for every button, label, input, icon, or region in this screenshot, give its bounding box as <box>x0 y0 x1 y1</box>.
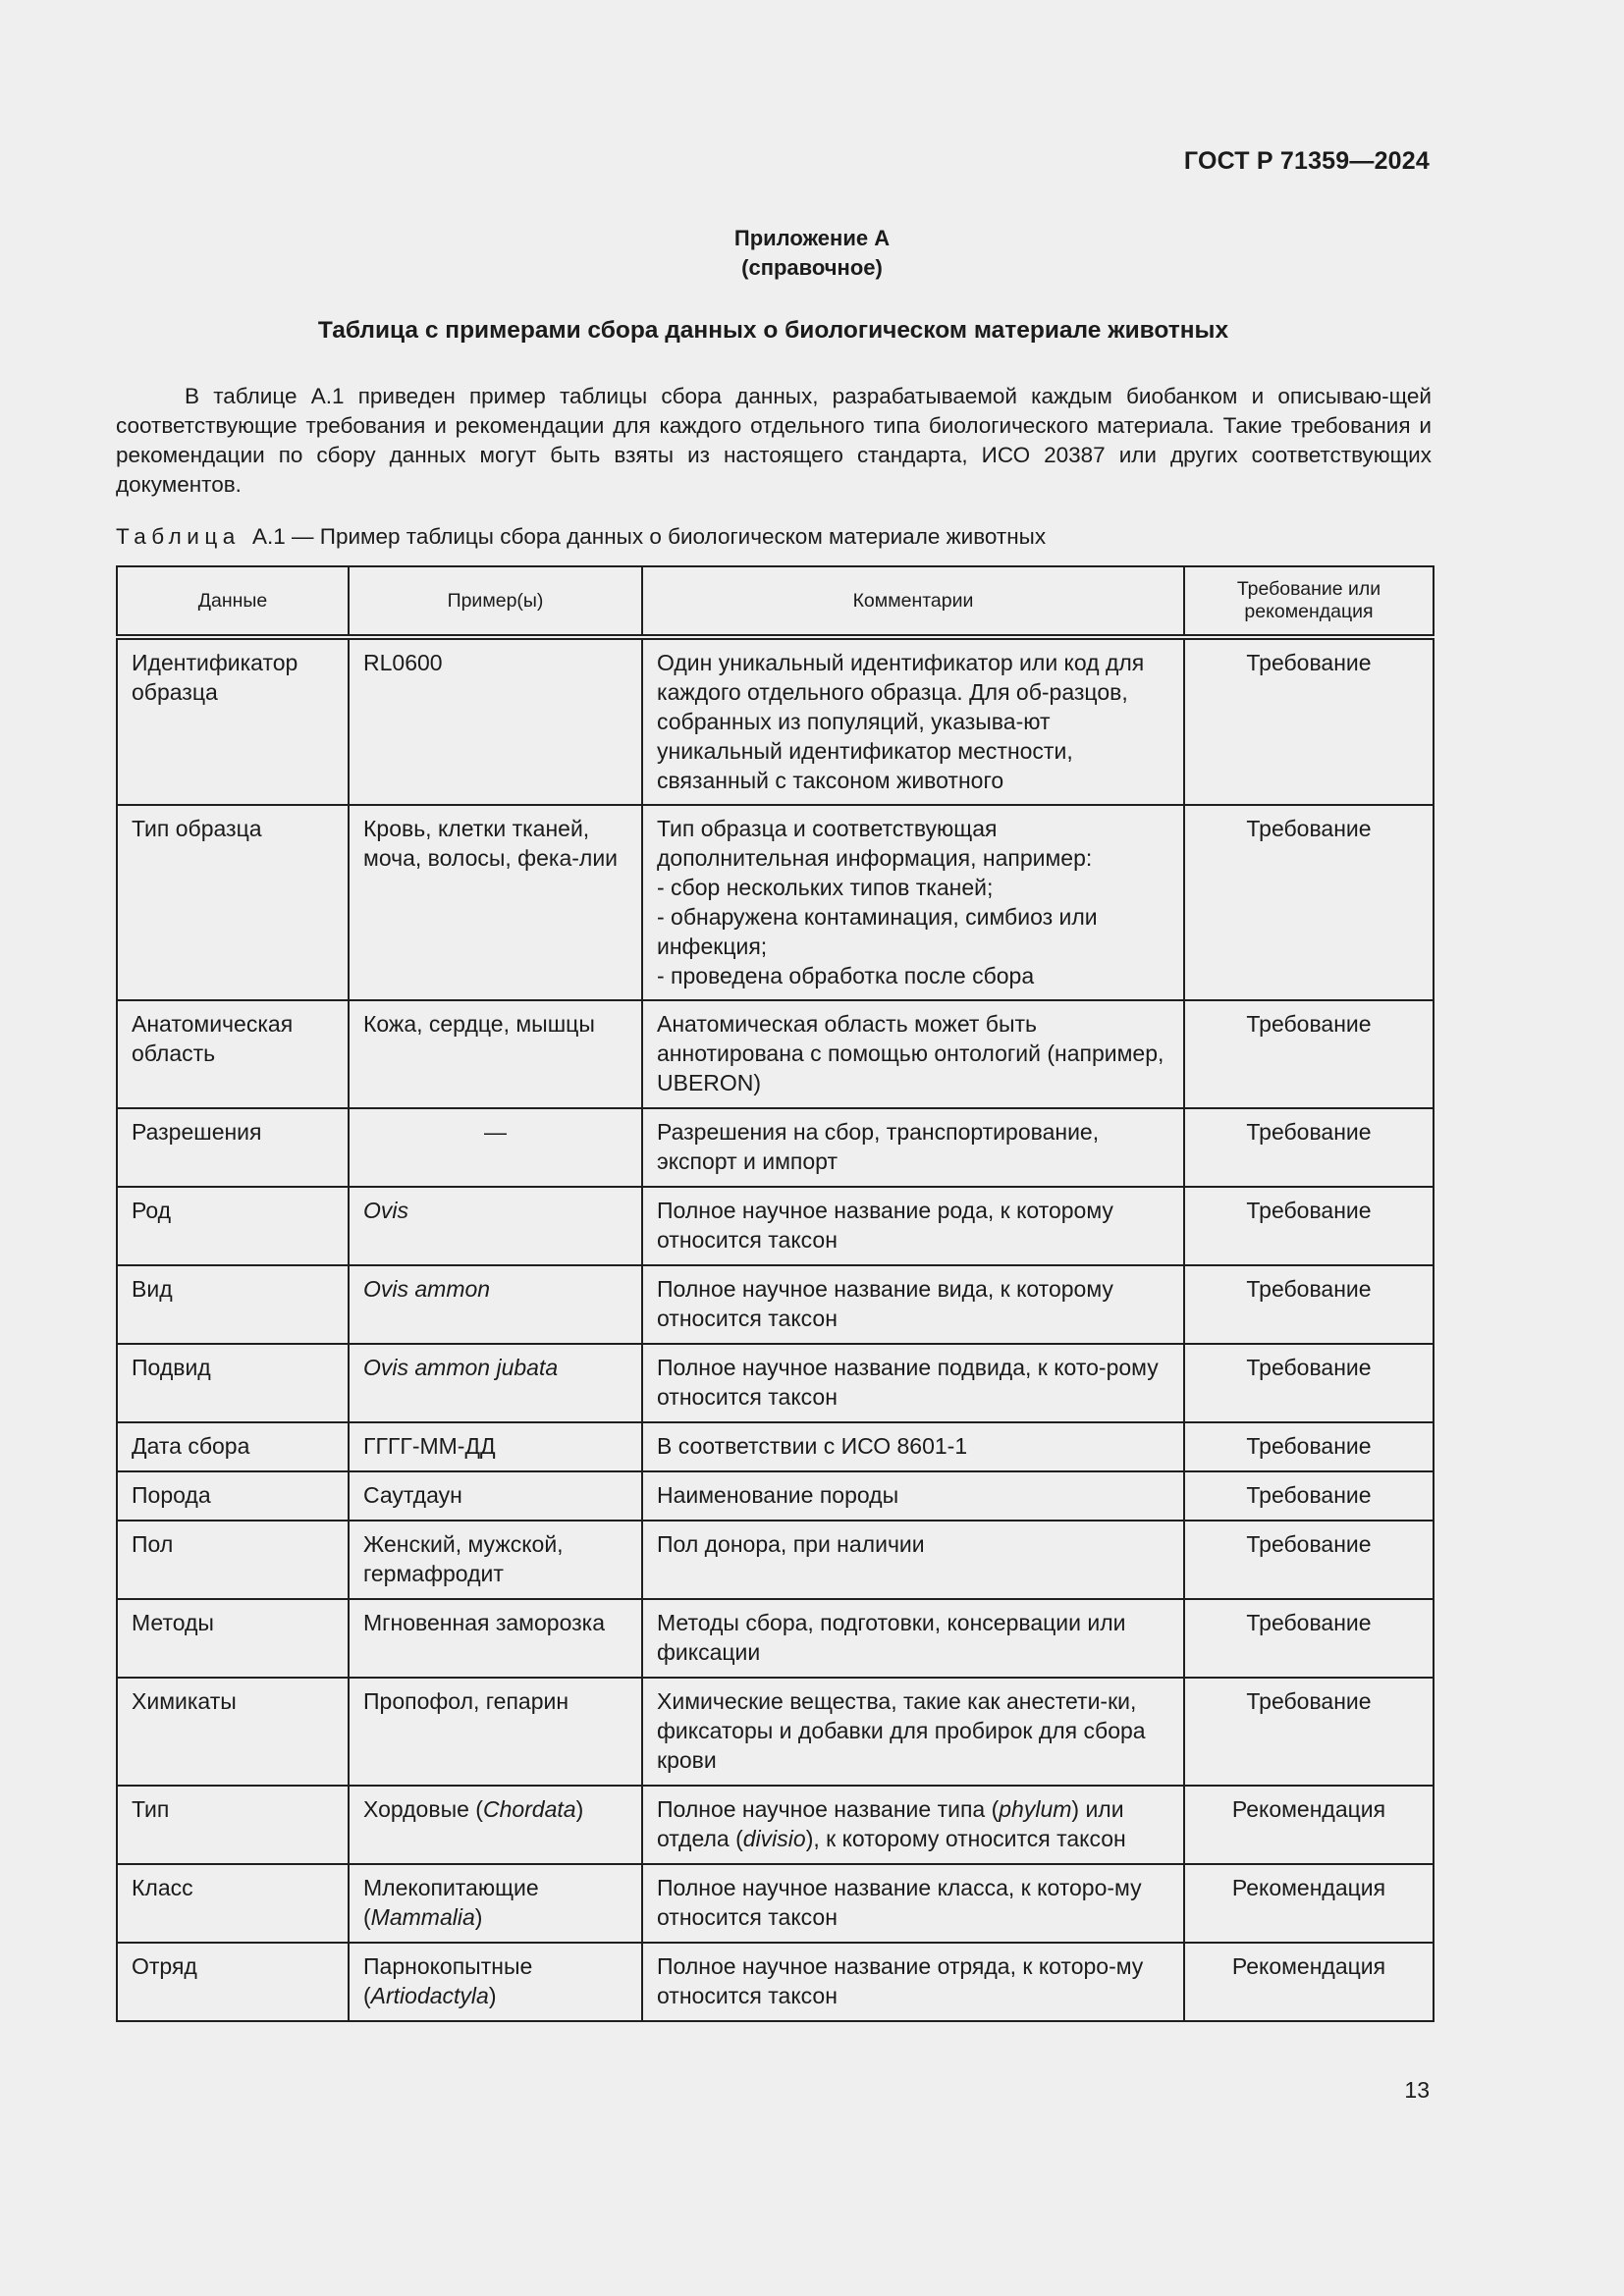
cell-data: Класс <box>117 1864 349 1943</box>
cell-example <box>349 805 642 1000</box>
intro-paragraph: В таблице А.1 приведен пример таблицы сбора данных, разрабатываемой каждым биобанком и описываю-щей соответствующие требования и рекомендации для каждого отдельного типа биологического материала. Такие требования и рекомендации по сбору данных могут быть взяты из настоящего стандарта, ИСО 20387 или других соответствующих документов. <box>116 384 1432 497</box>
page-number: 13 <box>1404 2077 1430 2103</box>
standard-number: ГОСТ Р 71359—2024 <box>1183 147 1430 175</box>
cell-data: Пол <box>117 1521 349 1599</box>
example-text: Кровь, клетки тканей, моча, волосы, фека-лии <box>363 816 619 871</box>
cell-example <box>349 1599 642 1678</box>
table-row <box>117 1108 1434 1187</box>
example-suffix: ) <box>488 1983 497 2008</box>
cell-comment <box>642 1786 1184 1864</box>
example-latin-name: Artiodactyla <box>370 1983 489 2008</box>
cell-requirement: Требование <box>1184 1521 1434 1599</box>
cell-requirement: Требование <box>1184 1422 1434 1471</box>
comment-latin-term: divisio <box>742 1826 806 1851</box>
cell-data: Тип <box>117 1786 349 1864</box>
cell-data: Род <box>117 1187 349 1265</box>
cell-example <box>349 637 642 805</box>
example-text: Саутдаун <box>363 1482 462 1508</box>
example-prefix: Парнокопытные ( <box>363 1953 533 2008</box>
comment-suffix: ), к которому относится таксон <box>805 1826 1126 1851</box>
table-row <box>117 1000 1434 1108</box>
example-text: Ovis ammon <box>363 1276 491 1302</box>
cell-example <box>349 1265 642 1344</box>
table-row <box>117 637 1434 805</box>
cell-comment: Наименование породы <box>642 1471 1184 1521</box>
header-data: Данные <box>117 566 349 637</box>
cell-example <box>349 1422 642 1471</box>
cell-data: Тип образца <box>117 805 349 1000</box>
table-row <box>117 1265 1434 1344</box>
appendix-heading <box>0 224 1624 283</box>
cell-requirement: Требование <box>1184 1471 1434 1521</box>
cell-comment: Тип образца и соответствующая дополнительная информация, например: - сбор нескольких типов тканей; - обнаружена контаминация, симбиоз или инфекция; - проведена обработка после сбора <box>642 805 1184 1000</box>
cell-requirement: Требование <box>1184 805 1434 1000</box>
example-text: — <box>484 1119 507 1145</box>
table-body <box>117 637 1434 2021</box>
table-row <box>117 1599 1434 1678</box>
cell-example <box>349 1187 642 1265</box>
cell-comment: Полное научное название подвида, к кото-рому относится таксон <box>642 1344 1184 1422</box>
example-prefix: Хордовые ( <box>363 1796 483 1822</box>
cell-comment: Полное научное название рода, к которому относится таксон <box>642 1187 1184 1265</box>
example-text: Кожа, сердце, мышцы <box>363 1011 595 1037</box>
example-text: RL0600 <box>363 650 443 675</box>
cell-requirement: Требование <box>1184 637 1434 805</box>
cell-example <box>349 1108 642 1187</box>
table-row <box>117 1786 1434 1864</box>
cell-data: Вид <box>117 1265 349 1344</box>
table-row <box>117 1943 1434 2021</box>
cell-comment: В соответствии с ИСО 8601-1 <box>642 1422 1184 1471</box>
example-text: Ovis <box>363 1198 408 1223</box>
cell-example <box>349 1521 642 1599</box>
table-row <box>117 1187 1434 1265</box>
cell-requirement: Требование <box>1184 1108 1434 1187</box>
table-row <box>117 1344 1434 1422</box>
example-text: Женский, мужской, гермафродит <box>363 1531 564 1586</box>
cell-example <box>349 1000 642 1108</box>
example-text: Мгновенная заморозка <box>363 1610 606 1635</box>
data-collection-table <box>116 565 1435 2022</box>
cell-comment: Полное научное название отряда, к которо-му относится таксон <box>642 1943 1184 2021</box>
document-title: Таблица с примерами сбора данных о биологическом материале животных <box>317 317 1229 344</box>
cell-example <box>349 1943 642 2021</box>
cell-data: Порода <box>117 1471 349 1521</box>
example-text: Пропофол, гепарин <box>363 1688 569 1714</box>
cell-requirement: Требование <box>1184 1265 1434 1344</box>
cell-data: Методы <box>117 1599 349 1678</box>
cell-comment: Химические вещества, такие как анестети-ки, фиксаторы и добавки для пробирок для сбора крови <box>642 1678 1184 1786</box>
example-suffix: ) <box>474 1904 483 1930</box>
cell-example <box>349 1471 642 1521</box>
table-caption-text: А.1 — Пример таблицы сбора данных о биологическом материале животных <box>252 524 1047 549</box>
cell-requirement: Рекомендация <box>1184 1786 1434 1864</box>
cell-comment: Пол донора, при наличии <box>642 1521 1184 1599</box>
header-requirement: Требование или рекомендация <box>1184 566 1434 637</box>
cell-requirement: Требование <box>1184 1678 1434 1786</box>
header-examples: Пример(ы) <box>349 566 642 637</box>
table-row <box>117 1521 1434 1599</box>
appendix-subtitle: (справочное) <box>741 255 883 280</box>
cell-data: Разрешения <box>117 1108 349 1187</box>
header-comments: Комментарии <box>642 566 1184 637</box>
cell-requirement: Требование <box>1184 1187 1434 1265</box>
table-caption-label: Таблица <box>116 524 241 549</box>
table-caption <box>116 524 1046 550</box>
cell-comment: Один уникальный идентификатор или код для каждого отдельного образца. Для об-разцов, собранных из популяций, указыва-ют уникальный идентификатор местности, связанный с таксоном животного <box>642 637 1184 805</box>
cell-example <box>349 1678 642 1786</box>
example-suffix: ) <box>575 1796 584 1822</box>
cell-requirement: Рекомендация <box>1184 1943 1434 2021</box>
table-row <box>117 1422 1434 1471</box>
example-prefix: Млекопитающие ( <box>363 1875 539 1930</box>
table-row <box>117 1864 1434 1943</box>
cell-example <box>349 1344 642 1422</box>
example-latin-name: Chordata <box>482 1796 576 1822</box>
comment-middle: ) или отдела ( <box>657 1796 1124 1851</box>
table-row <box>117 1471 1434 1521</box>
cell-comment: Полное научное название вида, к которому относится таксон <box>642 1265 1184 1344</box>
cell-data: Идентификатор образца <box>117 637 349 805</box>
comment-prefix: Полное научное название типа ( <box>657 1796 1000 1822</box>
cell-comment: Анатомическая область может быть аннотирована с помощью онтологий (например, UBERON) <box>642 1000 1184 1108</box>
example-text: Ovis ammon jubata <box>363 1355 559 1380</box>
cell-requirement: Рекомендация <box>1184 1864 1434 1943</box>
cell-example <box>349 1864 642 1943</box>
comment-latin-term: phylum <box>999 1796 1072 1822</box>
cell-data: Химикаты <box>117 1678 349 1786</box>
table-header-row <box>117 566 1434 637</box>
cell-example <box>349 1786 642 1864</box>
cell-data: Анатомическая область <box>117 1000 349 1108</box>
example-latin-name: Mammalia <box>370 1904 475 1930</box>
cell-comment: Методы сбора, подготовки, консервации или фиксации <box>642 1599 1184 1678</box>
example-text: ГГГГ-ММ-ДД <box>363 1433 496 1459</box>
cell-data: Отряд <box>117 1943 349 2021</box>
cell-data: Дата сбора <box>117 1422 349 1471</box>
cell-requirement: Требование <box>1184 1000 1434 1108</box>
table-row <box>117 805 1434 1000</box>
cell-requirement: Требование <box>1184 1599 1434 1678</box>
cell-data: Подвид <box>117 1344 349 1422</box>
cell-comment: Полное научное название класса, к которо-му относится таксон <box>642 1864 1184 1943</box>
table-row <box>117 1678 1434 1786</box>
cell-requirement: Требование <box>1184 1344 1434 1422</box>
cell-comment: Разрешения на сбор, транспортирование, экспорт и импорт <box>642 1108 1184 1187</box>
appendix-title: Приложение А <box>733 226 891 250</box>
